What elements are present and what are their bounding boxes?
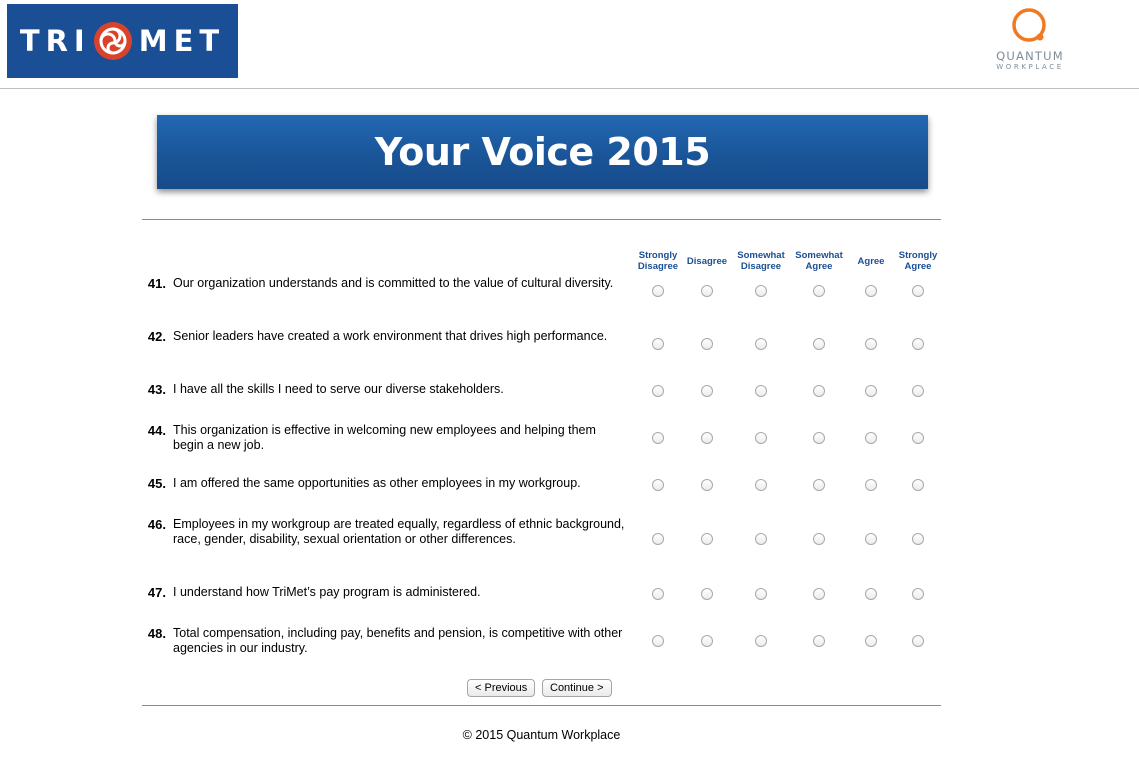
question-2-option-4-radio[interactable] <box>865 385 877 397</box>
question-text: I am offered the same opportunities as other employees in my workgroup. <box>173 476 581 490</box>
bottom-divider <box>142 705 941 706</box>
question-7-option-2-radio[interactable] <box>755 635 767 647</box>
trimet-logo-left: TRI <box>19 24 91 58</box>
quantum-workplace-logo <box>985 6 1075 76</box>
question-5-option-1-radio[interactable] <box>701 533 713 545</box>
question-number: 41. <box>147 276 166 291</box>
question-0-option-5-radio[interactable] <box>912 285 924 297</box>
banner-title: Your Voice 2015 <box>374 130 711 174</box>
footer-copyright: © 2015 Quantum Workplace <box>462 728 621 742</box>
scale-header-5 <box>888 250 948 272</box>
top-divider <box>142 219 941 220</box>
question-text: Our organization understands and is committed to the value of cultural diversity. <box>173 276 614 290</box>
question-number: 42. <box>147 329 166 344</box>
question-text: This organization is effective in welcoming new employees and helping them begin a new job. <box>173 423 596 452</box>
scale-header-line: Disagree <box>637 261 679 272</box>
question-3-option-3-radio[interactable] <box>813 432 825 444</box>
question-0-option-0-radio[interactable] <box>652 285 664 297</box>
header <box>0 0 1139 89</box>
question-6-option-0-radio[interactable] <box>652 588 664 600</box>
quantum-logo-sub: WORKPLACE <box>996 63 1064 71</box>
question-2-option-2-radio[interactable] <box>755 385 767 397</box>
question-7-option-1-radio[interactable] <box>701 635 713 647</box>
quantum-logo-name: QUANTUM <box>996 49 1064 63</box>
question-4-option-1-radio[interactable] <box>701 479 713 491</box>
question-0-option-4-radio[interactable] <box>865 285 877 297</box>
trimet-logo <box>7 4 238 78</box>
question-3-option-4-radio[interactable] <box>865 432 877 444</box>
question-4-option-5-radio[interactable] <box>912 479 924 491</box>
question-5-option-3-radio[interactable] <box>813 533 825 545</box>
question-6-option-3-radio[interactable] <box>813 588 825 600</box>
quantum-q-icon <box>1009 6 1051 48</box>
trimet-logo-right: MET <box>138 24 226 58</box>
scale-header-1 <box>677 256 737 267</box>
question-0-option-3-radio[interactable] <box>813 285 825 297</box>
continue-button[interactable]: Continue > <box>542 679 612 697</box>
question-4-option-0-radio[interactable] <box>652 479 664 491</box>
question-5-option-2-radio[interactable] <box>755 533 767 545</box>
question-3-option-0-radio[interactable] <box>652 432 664 444</box>
question-number: 48. <box>147 626 166 641</box>
question-3-option-1-radio[interactable] <box>701 432 713 444</box>
scale-header-line: Agree <box>857 256 885 267</box>
question-text: I understand how TriMet’s pay program is administered. <box>173 585 481 599</box>
question-1-option-3-radio[interactable] <box>813 338 825 350</box>
question-5-option-0-radio[interactable] <box>652 533 664 545</box>
trimet-swirl-icon <box>93 21 133 61</box>
question-1-option-2-radio[interactable] <box>755 338 767 350</box>
scale-header-3 <box>789 250 849 272</box>
question-2-option-5-radio[interactable] <box>912 385 924 397</box>
question-number: 45. <box>147 476 166 491</box>
question-text: Employees in my workgroup are treated equally, regardless of ethnic background, race, gender, disability, sexual orientation or other differences. <box>173 517 625 546</box>
question-4-option-2-radio[interactable] <box>755 479 767 491</box>
question-2-option-3-radio[interactable] <box>813 385 825 397</box>
question-5-option-4-radio[interactable] <box>865 533 877 545</box>
question-6-option-4-radio[interactable] <box>865 588 877 600</box>
question-number: 47. <box>147 585 166 600</box>
question-4-option-3-radio[interactable] <box>813 479 825 491</box>
question-4-option-4-radio[interactable] <box>865 479 877 491</box>
question-text: Senior leaders have created a work environment that drives high performance. <box>173 329 608 343</box>
question-1-option-0-radio[interactable] <box>652 338 664 350</box>
question-7-option-0-radio[interactable] <box>652 635 664 647</box>
question-2-option-0-radio[interactable] <box>652 385 664 397</box>
question-2-option-1-radio[interactable] <box>701 385 713 397</box>
scale-header-line: Disagree <box>740 261 782 272</box>
question-6-option-1-radio[interactable] <box>701 588 713 600</box>
question-text: Total compensation, including pay, benefits and pension, is competitive with other agencies in our industry. <box>173 626 623 655</box>
question-6-option-5-radio[interactable] <box>912 588 924 600</box>
question-number: 43. <box>147 382 166 397</box>
scale-header-line: Strongly <box>638 250 678 261</box>
question-6-option-2-radio[interactable] <box>755 588 767 600</box>
scale-header-line: Strongly <box>898 250 938 261</box>
previous-button[interactable]: < Previous <box>467 679 535 697</box>
question-number: 44. <box>147 423 166 438</box>
question-number: 46. <box>147 517 166 532</box>
question-0-option-1-radio[interactable] <box>701 285 713 297</box>
question-5-option-5-radio[interactable] <box>912 533 924 545</box>
scale-header-line: Somewhat <box>737 250 785 261</box>
question-3-option-5-radio[interactable] <box>912 432 924 444</box>
question-3-option-2-radio[interactable] <box>755 432 767 444</box>
question-1-option-4-radio[interactable] <box>865 338 877 350</box>
question-0-option-2-radio[interactable] <box>755 285 767 297</box>
scale-header-2 <box>731 250 791 272</box>
scale-header-line: Agree <box>805 261 833 272</box>
question-7-option-4-radio[interactable] <box>865 635 877 647</box>
survey-banner <box>157 115 928 189</box>
question-1-option-1-radio[interactable] <box>701 338 713 350</box>
scale-header-line: Somewhat <box>795 250 843 261</box>
question-7-option-3-radio[interactable] <box>813 635 825 647</box>
question-1-option-5-radio[interactable] <box>912 338 924 350</box>
question-7-option-5-radio[interactable] <box>912 635 924 647</box>
scale-header-line: Agree <box>904 261 932 272</box>
question-text: I have all the skills I need to serve our diverse stakeholders. <box>173 382 504 396</box>
scale-header-line: Disagree <box>686 256 728 267</box>
